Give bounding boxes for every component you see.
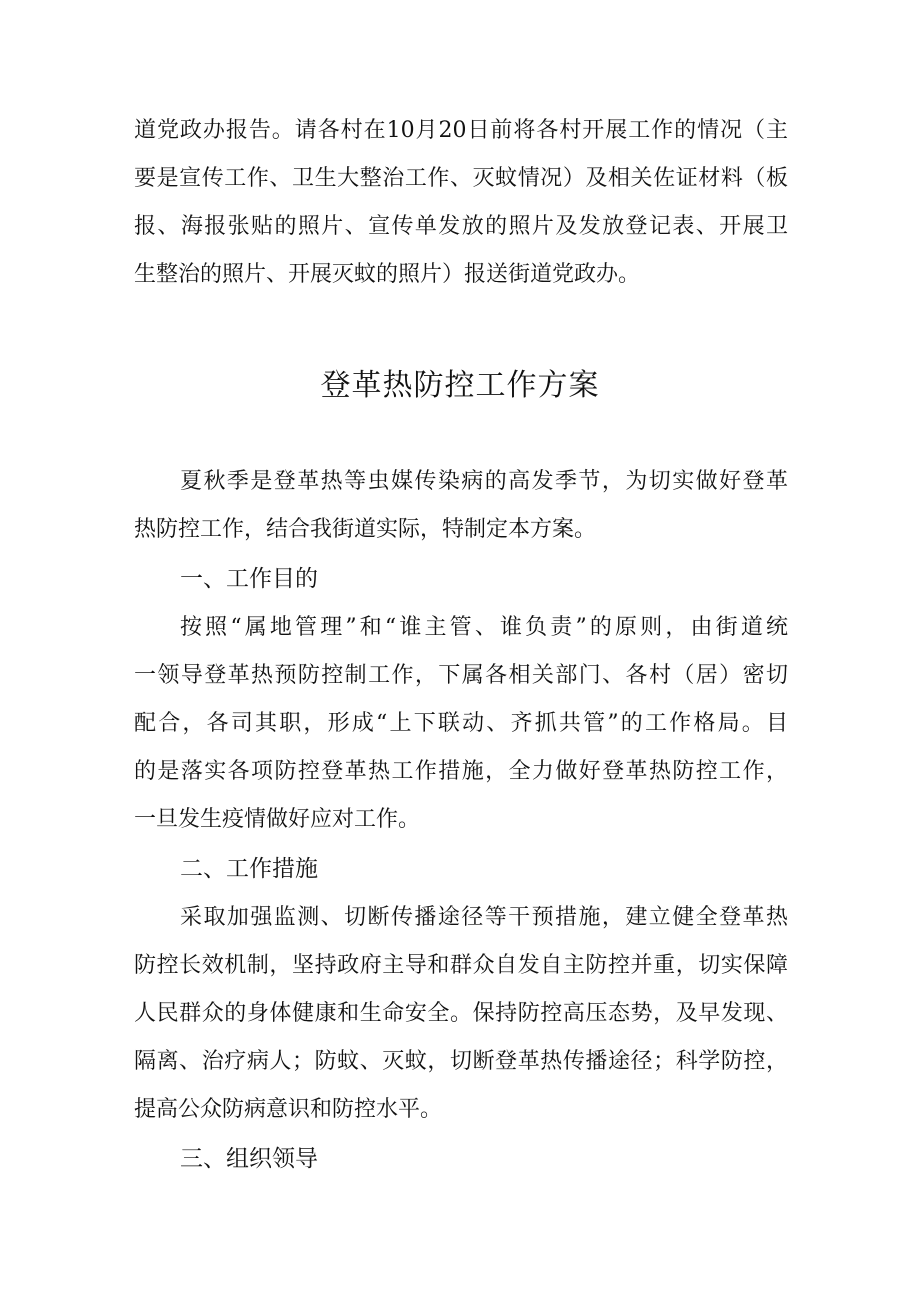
paragraph-line: 提高公众防病意识和防控水平。 [134,1097,443,1122]
paragraph-line: 报、海报张贴的照片、宣传单发放的照片及发放登记表、开展卫 [134,214,788,239]
paragraph-line: 人民群众的身体健康和生命安全。保持防控高压态势，及早发现、 [134,1001,788,1026]
paragraph-line: 一旦发生疫情做好应对工作。 [134,807,421,832]
paragraph-line: 热防控工作，结合我街道实际，特制定本方案。 [134,517,597,542]
section-heading: 一、工作目的 [180,566,318,592]
paragraph-line: 防控长效机制，坚持政府主导和群众自发自主防控并重，切实保障 [134,953,788,978]
paragraph-line: 配合，各司其职，形成“上下联动、齐抓共管”的工作格局。目 [134,711,788,736]
paragraph-line: 的是落实各项防控登革热工作措施，全力做好登革热防控工作， [134,759,788,784]
paragraph-line: 生整治的照片、开展灭蚊的照片）报送街道党政办。 [134,262,641,287]
paragraph-line: 夏秋季是登革热等虫媒传染病的高发季节，为切实做好登革 [180,469,788,494]
section-heading: 二、工作措施 [180,856,318,882]
document-title: 登革热防控工作方案 [320,368,600,403]
paragraph-line: 要是宣传工作、卫生大整治工作、灭蚊情况）及相关佐证材料（板 [134,166,788,191]
paragraph-line: 道党政办报告。请各村在10月20日前将各村开展工作的情况（主 [134,118,788,143]
paragraph-line: 隔离、治疗病人；防蚊、灭蚊，切断登革热传播途径；科学防控， [134,1049,788,1074]
paragraph-line: 一领导登革热预防控制工作，下属各相关部门、各村（居）密切 [134,663,788,688]
paragraph-line: 采取加强监测、切断传播途径等干预措施，建立健全登革热 [180,905,788,930]
section-heading: 三、组织领导 [180,1146,318,1172]
paragraph-line: 按照“属地管理”和“谁主管、谁负责”的原则，由街道统 [180,615,788,640]
